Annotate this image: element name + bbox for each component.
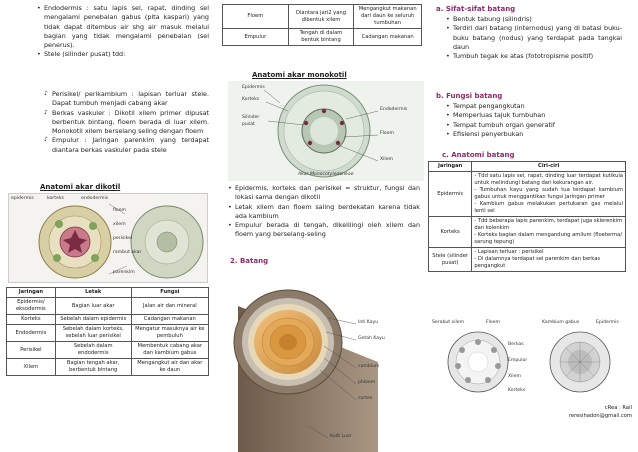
- cell-jaringan: Korteks: [429, 217, 472, 248]
- cell-ciri: - Tdd satu lapis sel, rapat, dinding luar terdapat kutikula untuk melindungi batang dari kekurangan air. - Tumbuhan kayu yang sudah tua terdapat kambium gabus untuk menggantikan fungsi jaringan primer - Kambium gabus melakukan pertukaran gas melalui lenti sel: [472, 172, 626, 217]
- column-left: [0, 0, 212, 452]
- monocot-notes-list: [228, 184, 420, 240]
- bullet-empulur: • Empulur berada di tengah, dikelilingi oleh xilem dan floem yang berselang-seling: [228, 221, 420, 240]
- stele-item-perisikel: ♪ Perisikel/ perikambium : lapisan terluar stele. Dapat tumbuh menjadi cabang akar: [44, 90, 209, 109]
- heading-sifat-batang: a. Sifat-sifat batang: [436, 5, 516, 13]
- cell-ciri: - Tdd beberapa lapis parenkim, terdapat juga sklerenkim dan kolenkim - Korteks bagian dalam mengandung amilum (floeterma/ sarung tepung): [472, 217, 626, 248]
- header-letak: Letak: [55, 288, 131, 298]
- label-serabut-xilem: Serabut xilem: [432, 320, 465, 325]
- fig-heading-dikotil: Anatomi akar dikotil: [40, 183, 121, 191]
- heading-fungsi-batang: b. Fungsi batang: [436, 92, 503, 100]
- label-phloem: phloem: [358, 380, 376, 385]
- section-title-batang: 2. Batang: [230, 257, 269, 265]
- cell-letak: Bagian tengah akar, berbentuk bintang: [55, 359, 131, 376]
- cell-letak: Sebelah dalam epidermis: [55, 315, 131, 325]
- dicot-root-illustration: [9, 194, 209, 284]
- label-cortex: cortex: [358, 396, 373, 401]
- cell-jaringan: Empulur: [223, 29, 289, 46]
- label-epidermis: epidermis: [11, 196, 34, 201]
- cell-letak: Tengah di dalam bentuk bintang: [288, 29, 354, 46]
- cell-letak: Sebelah dalam korteks, sebelah luar perisikel: [55, 325, 131, 342]
- bullet-stele: • Stele (silinder pusat) tdd:: [37, 50, 209, 59]
- label-floem: Floem: [486, 320, 501, 325]
- cell-jaringan: Endodermis: [7, 325, 56, 342]
- table-row: [429, 217, 626, 248]
- cell-fungsi: Cadangan makanan: [131, 315, 208, 325]
- stele-sub-list: [44, 90, 209, 155]
- bullet-letak-xilem: • Letak xilem dan floem saling berdekatan karena tidak ada kambium: [228, 203, 420, 222]
- table-row: [7, 325, 209, 342]
- table-row: [7, 315, 209, 325]
- label-xilem: xilem: [113, 222, 126, 227]
- cell-fungsi: Cadangan makanan: [354, 29, 422, 46]
- endodermis-stele-list: [37, 4, 209, 60]
- cell-fungsi: Jalan air dan mineral: [131, 298, 208, 315]
- table-row: [223, 5, 422, 29]
- cell-jaringan: Perisikel: [7, 342, 56, 359]
- cell-letak: Bagian luar akar: [55, 298, 131, 315]
- list-item: • Tumbuh tegak ke atas (fototropisme positif): [446, 52, 622, 61]
- stem-illustration: [228, 266, 424, 452]
- stem-anatomy-figure: [432, 318, 628, 398]
- label-epidermis: Epidermis: [596, 320, 619, 325]
- label-xilem: Xilem: [508, 374, 522, 379]
- sifat-batang-list: [446, 15, 622, 61]
- table-header-row: [7, 288, 209, 298]
- label-kulit-luar: Kulit Luar: [330, 434, 352, 439]
- header-fungsi: Fungsi: [131, 288, 208, 298]
- list-item: • Efisiensi penyerbukan: [446, 130, 622, 139]
- header-jaringan: Jaringan: [7, 288, 56, 298]
- header-ciri: Ciri-ciri: [472, 162, 626, 172]
- table-row: [223, 29, 422, 46]
- cell-fungsi: Membentuk cabang akar dan kambium gabus: [131, 342, 208, 359]
- credit-email: reresihadon@gmail.com: [568, 412, 632, 419]
- cell-fungsi: Mengangkut makanan dari daun ke seluruh tumbuhan: [354, 5, 422, 29]
- label-kambium-gabus: Kambium gabus: [542, 320, 580, 325]
- cell-jaringan: Epidermis/ eksodermis: [7, 298, 56, 315]
- cell-letak: Sebelah dalam endodermis: [55, 342, 131, 359]
- stem-figure: [228, 266, 424, 452]
- stele-item-berkas: ♪ Berkas vaskuler : Dikotil xilem primer dipusat berbentuk bintang, floem berada di luar xilem. Monokotil xilem berselang seling dengan floem: [44, 109, 209, 137]
- label-endodermis: Endodermis: [380, 107, 408, 112]
- label-empulur: Empulur: [508, 358, 528, 363]
- credit-name: cRea : Rail: [604, 405, 632, 411]
- monocot-root-figure: [228, 81, 424, 181]
- cell-fungsi: Mengangkut air dan akar ke daun: [131, 359, 208, 376]
- cell-fungsi: Mengatur masuknya air ke pembuluh: [131, 325, 208, 342]
- fig-heading-monokotil: Anatomi akar monokotil: [252, 71, 347, 79]
- cell-jaringan: Floem: [223, 5, 289, 29]
- label-rambut-akar: rambut akar: [113, 250, 142, 255]
- table-row: [429, 248, 626, 272]
- bullet-struktur: • Epidermis, korteks dan perisikel = struktur, fungsi dan lokasi sama dengan dikotil: [228, 184, 420, 203]
- column-right: [428, 0, 638, 452]
- column-middle: [214, 0, 426, 452]
- cell-letak: Diantara jari2 yang dibentuk xilem: [288, 5, 354, 29]
- stem-anatomy-illustration: [432, 318, 628, 398]
- list-item: • Terdiri dari batang (internodus) yang di batasi buku-buku batang (nodus) yang terdapat pada tangkai daun: [446, 24, 622, 52]
- label-endodermis: endodermis: [81, 196, 109, 201]
- label-korteks: korteks: [47, 196, 64, 201]
- fig-caption-monocot: Akar Monocotyledoneae: [298, 172, 354, 177]
- label-korteks: Korteks: [242, 97, 260, 102]
- label-xilem: Xilem: [380, 157, 394, 162]
- heading-anatomi-batang: c. Anatomi batang: [442, 151, 515, 159]
- table-row: [7, 298, 209, 315]
- label-perisikel: perisikel: [113, 236, 133, 241]
- label-korteks: Korteks: [508, 388, 526, 393]
- stele-item-empulur: ♪ Empulur : Jaringan parenkim yang terdapat diantara berkas vaskuler pada stele: [44, 136, 209, 155]
- list-item: • Bentuk tabung (silindris): [446, 15, 622, 24]
- table-row: [429, 172, 626, 217]
- monocot-continuation-table: [222, 4, 422, 46]
- stem-tissue-table: [428, 161, 626, 272]
- fungsi-batang-list: [446, 102, 622, 139]
- monocot-root-illustration: [228, 81, 424, 181]
- list-item: • Tempat pengangkutan: [446, 102, 622, 111]
- header-jaringan: Jaringan: [429, 162, 472, 172]
- cell-jaringan: Korteks: [7, 315, 56, 325]
- label-getah-kayu: Getah Kayu: [358, 336, 385, 341]
- label-berkas: Berkas: [508, 342, 524, 347]
- cell-jaringan: Epidermis: [429, 172, 472, 217]
- label-cambium: cambium: [358, 364, 380, 369]
- credit-block: [569, 405, 632, 421]
- cell-jaringan: Xilem: [7, 359, 56, 376]
- dicot-tissue-table: [6, 287, 209, 376]
- list-item: • Memperluas tajuk tumbuhan: [446, 111, 622, 120]
- bullet-endodermis: • Endodermis : satu lapis sel, rapat, dinding sel mengalami penebalan gabus (pita kaspari) yang tidak dapat ditembus air shg air masuk melalui bagian yang tidak mengalami penebalan (sel penerus).: [37, 4, 209, 50]
- label-inti-kayu: Inti Kayu: [358, 320, 379, 325]
- label-floem: Floem: [380, 131, 395, 136]
- cell-jaringan: Stele (silinder pusat): [429, 248, 472, 272]
- list-item: • Tempat tumbuh organ generatif: [446, 121, 622, 130]
- table-header-row: [429, 162, 626, 172]
- label-parenkim: parenkim: [113, 270, 135, 275]
- label-floem: floem: [113, 208, 127, 213]
- cell-ciri: - Lapisan terluar : perisikel - Di dalamnya terdapat sel parenkim dan berkas pengangkut: [472, 248, 626, 272]
- label-epidermis: Epidermis: [242, 85, 265, 90]
- label-silinder-pusat: Silinder pusat: [242, 115, 260, 127]
- table-row: [7, 342, 209, 359]
- dicot-root-figure: [8, 193, 208, 283]
- table-row: [7, 359, 209, 376]
